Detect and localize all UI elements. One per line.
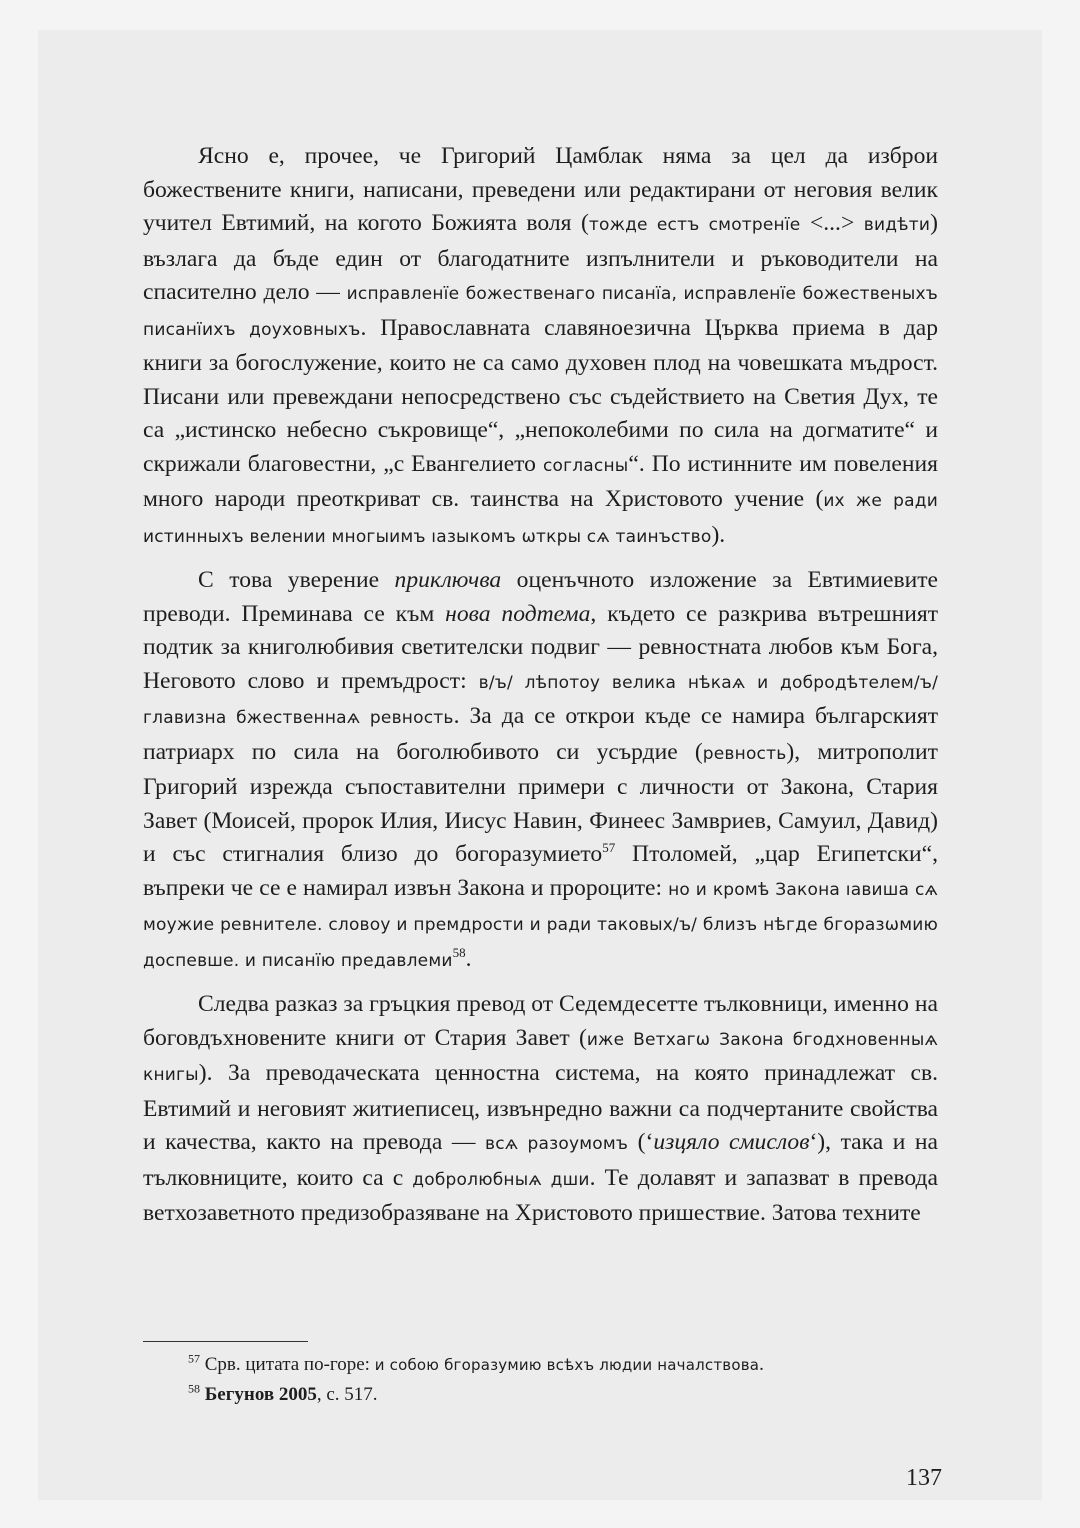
church-slavonic-quote: согласны bbox=[542, 455, 629, 476]
text-run: . Православната славяноезична Църква приема в дар книги за богослужение, които не са само духовен плод на човешката мъдрост. Писани или превеждани непосредствено със съдействието на Светия Дух, те са „истинско небесно съкровище“, „непоколебими по сила на догматите“ и скрижали благовестни, „с Евангелието bbox=[143, 314, 939, 477]
italic-term: приключва bbox=[394, 567, 502, 593]
church-slavonic-quote: видѣти bbox=[863, 215, 931, 235]
text-run: Ясно е, прочее, че Григорий Цамблак няма за цел да изброи божествените книги, написани, преведени или редактирани от неговия велик учител Евтимий, на когото Божията воля ( bbox=[143, 143, 938, 236]
footnote-58 bbox=[188, 1380, 948, 1410]
text-run: . За да се открои къде се намира българският патриарх по сила на боголюбивото си усърдие ( bbox=[143, 703, 939, 765]
paragraph bbox=[143, 140, 938, 554]
church-slavonic-quote: ревность bbox=[702, 743, 787, 764]
footnote-57 bbox=[188, 1350, 948, 1380]
footnote-number: 58 bbox=[188, 1381, 200, 1396]
page-number: 137 bbox=[906, 1465, 942, 1491]
text-run: <...> bbox=[800, 210, 864, 236]
footnote-marker: 57 bbox=[602, 840, 616, 856]
footnote-text: , с. 517. bbox=[316, 1384, 378, 1405]
church-slavonic-quote: в/ъ/ лѣпотоу велика нѣкаѧ и добродѣтелем/ъ/ главизна бжественнаѧ ревность bbox=[143, 672, 939, 728]
text-run: ‘), така и на тълковниците, които са с bbox=[143, 1129, 938, 1191]
text-run: ) възлага да бъде един от благодатните изпълнители и ръководители на спасително дело — bbox=[143, 210, 939, 305]
book-page bbox=[38, 30, 1042, 1500]
church-slavonic-quote: иже Ветхагѡ Закона бгодхновенныѧ книгы bbox=[143, 1029, 938, 1085]
italic-term: нова подтема bbox=[445, 600, 591, 627]
footnote-number: 57 bbox=[188, 1351, 200, 1366]
church-slavonic-quote: их же ради истинныхъ велении многыимъ ıазыкомъ ѡткры сѧ таинъство bbox=[143, 491, 938, 547]
church-slavonic-quote: исправленїе божественаго писанїа, исправленїе божественыхъ писанїихъ доуховныхъ bbox=[143, 284, 938, 340]
text-run: ), митрополит Григорий изрежда съпоставителни примери с личности от Закона, Стария Завет (Моисей, пророк Илия, Иисус Навин, Финеес Замвриев, Самуил, Давид) и със стигналия близо до богоразумието bbox=[143, 738, 938, 867]
text-run: Птоломей, „цар Египетски“, въпреки че се е намирал извън Закона и пророците: bbox=[143, 841, 938, 901]
text-run: , където се разкрива вътрешният подтик за книголюбивия светителски подвиг — ревностната любов към Бога, Неговото слово и премъдрост: bbox=[143, 600, 939, 694]
footnote-marker: 58 bbox=[452, 944, 466, 960]
footnote-church-slavonic-quote: и собою бгоразумию всѣхъ людии началствова bbox=[374, 1356, 760, 1374]
footnote-text: Срв. цитата по-горе: bbox=[204, 1354, 375, 1375]
paragraph bbox=[143, 564, 938, 978]
footnote-separator bbox=[143, 1341, 308, 1342]
text-run: . Те долавят и запазват в превода ветхозаветното предизобразяване на Христовото пришествие. Затова техните bbox=[143, 1164, 938, 1226]
footnote-reference: Бегунов 2005 bbox=[204, 1384, 317, 1405]
church-slavonic-quote: добролюбныѧ дши bbox=[412, 1169, 590, 1190]
footnote-text-end: . bbox=[759, 1354, 764, 1375]
text-run: Следва разказ за гръцкия превод от Седемдесетте тълковници, именно на боговдъхновените книги от Стария Завет ( bbox=[143, 991, 938, 1051]
text-run: оценъчното изложение за Евтимиевите преводи. Преминава се към bbox=[143, 567, 939, 627]
text-run: ). bbox=[711, 521, 726, 548]
footnotes bbox=[188, 1350, 948, 1410]
text-run: С това уверение bbox=[198, 567, 395, 593]
text-run: (‘ bbox=[628, 1129, 654, 1155]
italic-term: изцяло смислов bbox=[653, 1129, 810, 1155]
church-slavonic-quote: но и кромѣ Закона ıавиша сѧ моужие ревнителе. словоу и премдрости и ради таковых/ъ/ близъ нѣгде бгоразѡмию доспевше. и писанїю предавлеми bbox=[143, 879, 939, 971]
church-slavonic-quote: тожде естъ смотренїе bbox=[588, 215, 801, 235]
text-run: ). За преводаческата ценностна система, на която принадлежат св. Евтимий и неговият житиеписец, извънредно важни са подчертаните свойства и качества, както на превода — bbox=[143, 1060, 938, 1155]
church-slavonic-quote: всѧ разоумомъ bbox=[485, 1134, 629, 1154]
text-run: “. По истинните им повеления много народи преоткриват св. таинства на Христовото учение ( bbox=[143, 450, 938, 512]
paragraph bbox=[143, 988, 938, 1231]
body-text bbox=[143, 140, 938, 1241]
text-run: . bbox=[465, 945, 472, 972]
